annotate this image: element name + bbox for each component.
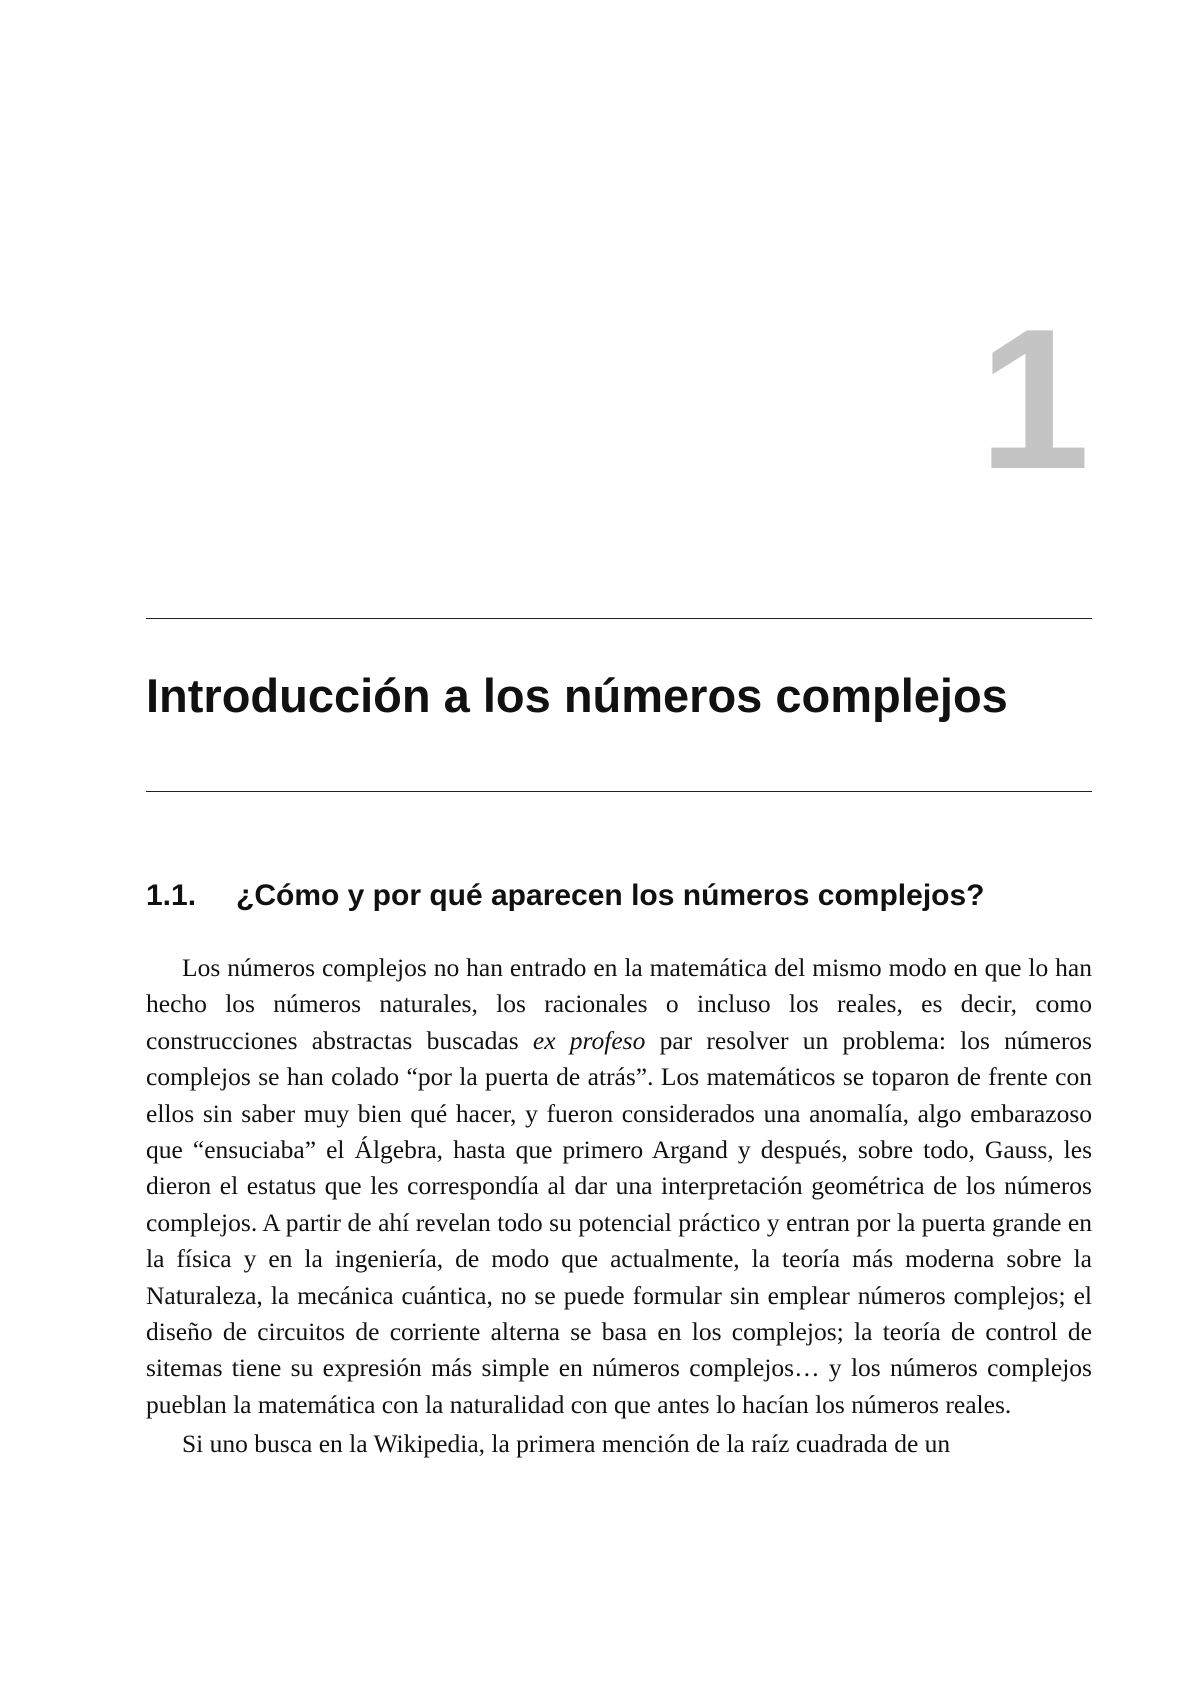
chapter-title-bottom-rule: [146, 791, 1092, 792]
section-title: ¿Cómo y por qué aparecen los números complejos?: [236, 879, 985, 912]
paragraph-2: [146, 1426, 1092, 1462]
section-heading: [146, 876, 1096, 916]
paragraph-1-text-start: Los números complejos no han entrado en la matemática del mismo modo en que lo han hecho los números naturales, los racionales o incluso los reales, es decir, como construcciones abstractas buscadas: [146, 953, 1092, 1055]
section-number: 1.1.: [146, 879, 197, 912]
chapter-title-top-rule: [146, 618, 1092, 619]
paragraph-2-text: Si uno busca en la Wikipedia, la primera mención de la raíz cuadrada de un: [182, 1429, 951, 1459]
paragraph-1-text-end: par resolver un problema: los números complejos se han colado “por la puerta de atrás”. Los matemáticos se toparon de frente con ellos sin saber muy bien qué hacer, y fueron considerados una anomalía, algo embarazoso que “ensuciaba” el Álgebra, hasta que primero Argand y después, sobre todo, Gauss, les dieron el estatus que les correspondía al dar una interpretación geométrica de los números complejos. A partir de ahí revelan todo su potencial práctico y entran por la puerta grande en la física y en la ingeniería, de modo que actualmente, la teoría más moderna sobre la Naturaleza, la mecánica cuántica, no se puede formular sin emplear números complejos; el diseño de circuitos de corriente alterna se basa en los complejos; la teoría de control de sitemas tiene su expresión más simple en números complejos… y los números complejos pueblan la matemática con la naturalidad con que antes lo hacían los números reales.: [146, 1025, 1092, 1419]
paragraph-1: [146, 950, 1092, 1423]
body-text: [146, 950, 1092, 1463]
paragraph-1-italic-term: ex profeso: [532, 1025, 646, 1055]
chapter-title: Introducción a los números complejos: [146, 669, 1008, 722]
chapter-number: 1: [978, 288, 1090, 511]
